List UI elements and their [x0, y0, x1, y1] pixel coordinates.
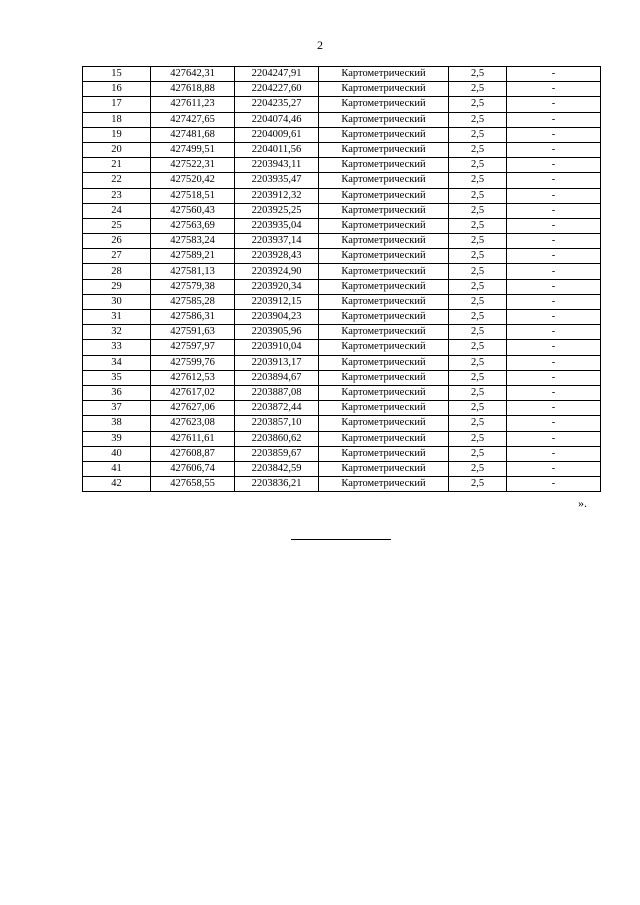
cell-point-number: 16: [83, 82, 151, 97]
cell-point-number: 30: [83, 294, 151, 309]
cell-note: -: [507, 67, 601, 82]
table-row: [83, 264, 601, 279]
table-row: [83, 446, 601, 461]
cell-method: Картометрический: [319, 385, 449, 400]
cell-point-number: 27: [83, 249, 151, 264]
cell-point-number: 32: [83, 325, 151, 340]
cell-accuracy: 2,5: [449, 218, 507, 233]
table-row: [83, 431, 601, 446]
cell-point-number: 20: [83, 142, 151, 157]
cell-accuracy: 2,5: [449, 142, 507, 157]
table-row: [83, 218, 601, 233]
cell-point-number: 35: [83, 370, 151, 385]
cell-note: -: [507, 188, 601, 203]
cell-method: Картометрический: [319, 234, 449, 249]
cell-method: Картометрический: [319, 264, 449, 279]
cell-point-number: 25: [83, 218, 151, 233]
cell-accuracy: 2,5: [449, 310, 507, 325]
cell-accuracy: 2,5: [449, 188, 507, 203]
cell-note: -: [507, 249, 601, 264]
cell-point-number: 31: [83, 310, 151, 325]
cell-method: Картометрический: [319, 310, 449, 325]
cell-x-coordinate: 427563,69: [151, 218, 235, 233]
cell-y-coordinate: 2203912,32: [235, 188, 319, 203]
cell-method: Картометрический: [319, 370, 449, 385]
cell-x-coordinate: 427579,38: [151, 279, 235, 294]
cell-point-number: 36: [83, 385, 151, 400]
cell-note: -: [507, 310, 601, 325]
cell-note: -: [507, 142, 601, 157]
cell-y-coordinate: 2203943,11: [235, 158, 319, 173]
cell-note: -: [507, 82, 601, 97]
cell-accuracy: 2,5: [449, 97, 507, 112]
table-row: [83, 112, 601, 127]
cell-y-coordinate: 2203872,44: [235, 401, 319, 416]
table-row: [83, 461, 601, 476]
cell-y-coordinate: 2204247,91: [235, 67, 319, 82]
cell-point-number: 34: [83, 355, 151, 370]
cell-accuracy: 2,5: [449, 461, 507, 476]
cell-note: -: [507, 416, 601, 431]
cell-note: -: [507, 340, 601, 355]
cell-method: Картометрический: [319, 431, 449, 446]
cell-x-coordinate: 427599,76: [151, 355, 235, 370]
table-row: [83, 67, 601, 82]
table-row: [83, 279, 601, 294]
cell-method: Картометрический: [319, 218, 449, 233]
cell-accuracy: 2,5: [449, 203, 507, 218]
cell-y-coordinate: 2203935,04: [235, 218, 319, 233]
cell-note: -: [507, 279, 601, 294]
cell-y-coordinate: 2203894,67: [235, 370, 319, 385]
cell-accuracy: 2,5: [449, 431, 507, 446]
cell-method: Картометрический: [319, 325, 449, 340]
table-row: [83, 127, 601, 142]
cell-accuracy: 2,5: [449, 416, 507, 431]
cell-accuracy: 2,5: [449, 385, 507, 400]
cell-x-coordinate: 427611,23: [151, 97, 235, 112]
cell-method: Картометрический: [319, 355, 449, 370]
cell-note: -: [507, 446, 601, 461]
cell-x-coordinate: 427623,08: [151, 416, 235, 431]
cell-x-coordinate: 427586,31: [151, 310, 235, 325]
cell-x-coordinate: 427427,65: [151, 112, 235, 127]
cell-method: Картометрический: [319, 173, 449, 188]
table-row: [83, 340, 601, 355]
cell-y-coordinate: 2203887,08: [235, 385, 319, 400]
cell-x-coordinate: 427612,53: [151, 370, 235, 385]
table-row: [83, 234, 601, 249]
cell-y-coordinate: 2203860,62: [235, 431, 319, 446]
cell-note: -: [507, 325, 601, 340]
cell-point-number: 26: [83, 234, 151, 249]
table-row: [83, 142, 601, 157]
cell-y-coordinate: 2203913,17: [235, 355, 319, 370]
cell-accuracy: 2,5: [449, 249, 507, 264]
cell-point-number: 37: [83, 401, 151, 416]
cell-x-coordinate: 427520,42: [151, 173, 235, 188]
cell-accuracy: 2,5: [449, 82, 507, 97]
cell-y-coordinate: 2203905,96: [235, 325, 319, 340]
table-row: [83, 477, 601, 492]
cell-y-coordinate: 2204011,56: [235, 142, 319, 157]
cell-x-coordinate: 427581,13: [151, 264, 235, 279]
cell-note: -: [507, 234, 601, 249]
coordinates-table: [82, 66, 601, 492]
table-row: [83, 188, 601, 203]
cell-note: -: [507, 203, 601, 218]
cell-note: -: [507, 127, 601, 142]
table-row: [83, 370, 601, 385]
cell-note: -: [507, 385, 601, 400]
cell-method: Картометрический: [319, 112, 449, 127]
cell-method: Картометрический: [319, 477, 449, 492]
table-row: [83, 82, 601, 97]
cell-method: Картометрический: [319, 279, 449, 294]
table-row: [83, 203, 601, 218]
cell-method: Картометрический: [319, 82, 449, 97]
cell-point-number: 41: [83, 461, 151, 476]
cell-x-coordinate: 427642,31: [151, 67, 235, 82]
cell-note: -: [507, 218, 601, 233]
table-row: [83, 416, 601, 431]
cell-point-number: 38: [83, 416, 151, 431]
cell-x-coordinate: 427608,87: [151, 446, 235, 461]
cell-point-number: 23: [83, 188, 151, 203]
table-row: [83, 97, 601, 112]
table-row: [83, 249, 601, 264]
cell-point-number: 24: [83, 203, 151, 218]
cell-y-coordinate: 2204227,60: [235, 82, 319, 97]
cell-method: Картометрический: [319, 142, 449, 157]
cell-method: Картометрический: [319, 461, 449, 476]
cell-x-coordinate: 427560,43: [151, 203, 235, 218]
cell-method: Картометрический: [319, 294, 449, 309]
coordinates-table-body: [83, 67, 601, 492]
cell-method: Картометрический: [319, 416, 449, 431]
cell-note: -: [507, 461, 601, 476]
cell-x-coordinate: 427611,61: [151, 431, 235, 446]
cell-point-number: 40: [83, 446, 151, 461]
cell-method: Картометрический: [319, 127, 449, 142]
cell-x-coordinate: 427583,24: [151, 234, 235, 249]
cell-method: Картометрический: [319, 401, 449, 416]
cell-y-coordinate: 2203912,15: [235, 294, 319, 309]
cell-accuracy: 2,5: [449, 294, 507, 309]
table-row: [83, 294, 601, 309]
cell-accuracy: 2,5: [449, 173, 507, 188]
cell-x-coordinate: 427499,51: [151, 142, 235, 157]
cell-note: -: [507, 173, 601, 188]
table-row: [83, 158, 601, 173]
cell-y-coordinate: 2204235,27: [235, 97, 319, 112]
cell-method: Картометрический: [319, 249, 449, 264]
cell-point-number: 28: [83, 264, 151, 279]
cell-note: -: [507, 370, 601, 385]
cell-y-coordinate: 2203928,43: [235, 249, 319, 264]
cell-y-coordinate: 2203920,34: [235, 279, 319, 294]
cell-method: Картометрический: [319, 158, 449, 173]
cell-note: -: [507, 112, 601, 127]
cell-y-coordinate: 2203937,14: [235, 234, 319, 249]
cell-x-coordinate: 427481,68: [151, 127, 235, 142]
cell-method: Картометрический: [319, 67, 449, 82]
cell-point-number: 19: [83, 127, 151, 142]
cell-accuracy: 2,5: [449, 477, 507, 492]
cell-method: Картометрический: [319, 188, 449, 203]
table-row: [83, 325, 601, 340]
cell-accuracy: 2,5: [449, 355, 507, 370]
cell-method: Картометрический: [319, 97, 449, 112]
cell-note: -: [507, 294, 601, 309]
cell-x-coordinate: 427617,02: [151, 385, 235, 400]
cell-note: -: [507, 264, 601, 279]
cell-point-number: 18: [83, 112, 151, 127]
cell-point-number: 17: [83, 97, 151, 112]
cell-y-coordinate: 2203925,25: [235, 203, 319, 218]
cell-y-coordinate: 2203836,21: [235, 477, 319, 492]
cell-accuracy: 2,5: [449, 234, 507, 249]
cell-accuracy: 2,5: [449, 325, 507, 340]
cell-method: Картометрический: [319, 446, 449, 461]
cell-y-coordinate: 2203924,90: [235, 264, 319, 279]
cell-accuracy: 2,5: [449, 67, 507, 82]
cell-point-number: 39: [83, 431, 151, 446]
cell-x-coordinate: 427522,31: [151, 158, 235, 173]
cell-note: -: [507, 431, 601, 446]
table-row: [83, 385, 601, 400]
cell-accuracy: 2,5: [449, 158, 507, 173]
cell-point-number: 33: [83, 340, 151, 355]
cell-accuracy: 2,5: [449, 264, 507, 279]
cell-y-coordinate: 2203842,59: [235, 461, 319, 476]
cell-note: -: [507, 158, 601, 173]
cell-y-coordinate: 2203910,04: [235, 340, 319, 355]
closing-quote-mark: ».: [578, 496, 587, 510]
cell-accuracy: 2,5: [449, 401, 507, 416]
cell-x-coordinate: 427597,97: [151, 340, 235, 355]
cell-accuracy: 2,5: [449, 446, 507, 461]
cell-accuracy: 2,5: [449, 370, 507, 385]
cell-note: -: [507, 355, 601, 370]
cell-x-coordinate: 427518,51: [151, 188, 235, 203]
cell-x-coordinate: 427627,06: [151, 401, 235, 416]
cell-x-coordinate: 427618,88: [151, 82, 235, 97]
cell-accuracy: 2,5: [449, 340, 507, 355]
cell-point-number: 15: [83, 67, 151, 82]
cell-point-number: 21: [83, 158, 151, 173]
table-row: [83, 401, 601, 416]
table-row: [83, 310, 601, 325]
cell-accuracy: 2,5: [449, 112, 507, 127]
cell-accuracy: 2,5: [449, 127, 507, 142]
table-row: [83, 355, 601, 370]
cell-x-coordinate: 427589,21: [151, 249, 235, 264]
cell-method: Картометрический: [319, 203, 449, 218]
cell-y-coordinate: 2203857,10: [235, 416, 319, 431]
page-number: 2: [317, 38, 323, 52]
cell-method: Картометрический: [319, 340, 449, 355]
cell-x-coordinate: 427585,28: [151, 294, 235, 309]
cell-note: -: [507, 477, 601, 492]
cell-x-coordinate: 427591,63: [151, 325, 235, 340]
cell-point-number: 22: [83, 173, 151, 188]
cell-note: -: [507, 401, 601, 416]
table-row: [83, 173, 601, 188]
cell-accuracy: 2,5: [449, 279, 507, 294]
cell-x-coordinate: 427606,74: [151, 461, 235, 476]
cell-y-coordinate: 2203935,47: [235, 173, 319, 188]
cell-note: -: [507, 97, 601, 112]
cell-point-number: 42: [83, 477, 151, 492]
section-divider-line: [291, 539, 391, 540]
cell-x-coordinate: 427658,55: [151, 477, 235, 492]
cell-y-coordinate: 2204009,61: [235, 127, 319, 142]
cell-point-number: 29: [83, 279, 151, 294]
cell-y-coordinate: 2203904,23: [235, 310, 319, 325]
cell-y-coordinate: 2203859,67: [235, 446, 319, 461]
cell-y-coordinate: 2204074,46: [235, 112, 319, 127]
